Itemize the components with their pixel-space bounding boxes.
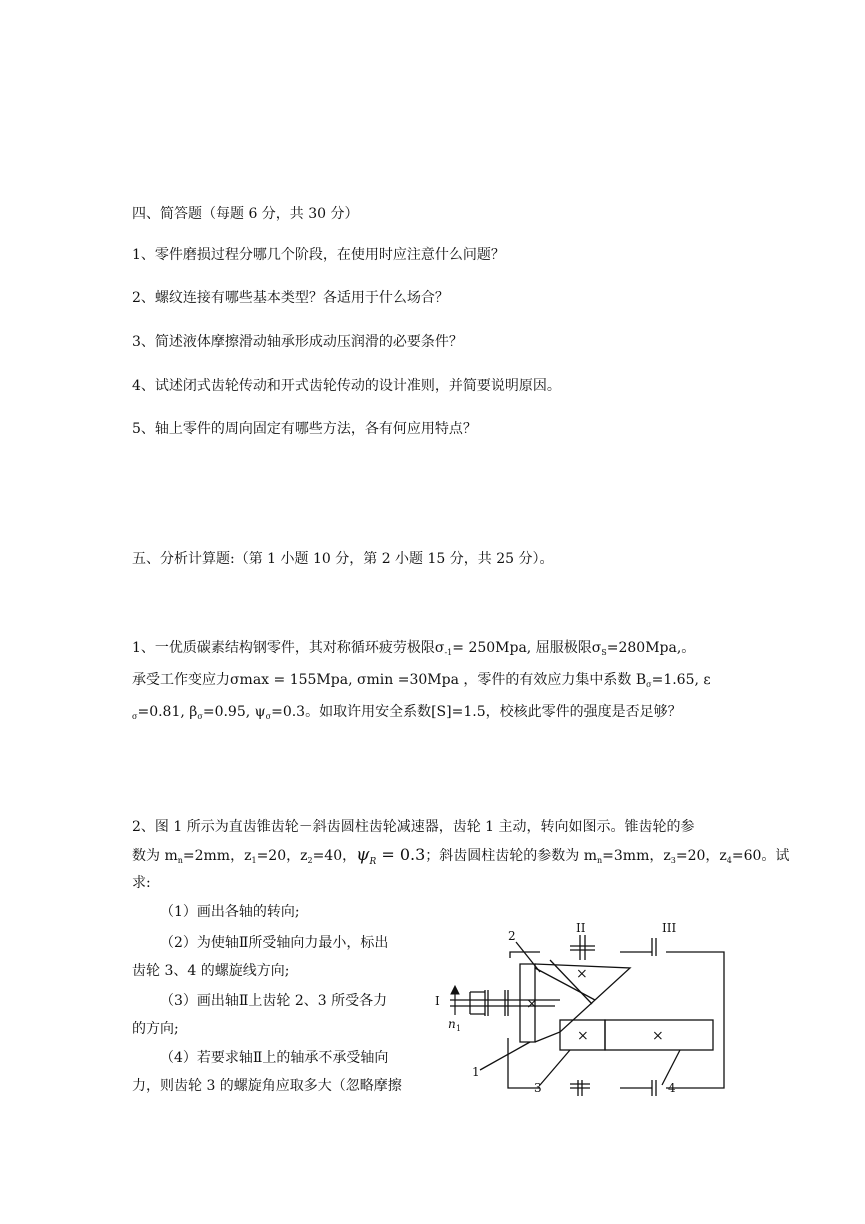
psi-value: = 0.3 [376,845,426,864]
section4-title: 四、简答题（每题 6 分，共 30 分） [132,206,359,222]
text: =20，z [675,848,727,864]
sub: σ [197,712,203,721]
sub: 4 [726,856,732,865]
question-4-3: 3、简述液体摩擦滑动轴承形成动压润滑的必要条件？ [132,334,463,350]
task-1: （1）画出各轴的转向; [160,904,300,920]
q5-1-line3 [132,703,682,726]
task-3-cont: 的方向; [132,1021,179,1037]
cross-gear-4: × [652,1028,664,1044]
text: =20，z [256,848,308,864]
label-gear-1: 1 [472,1065,480,1079]
task-3: （3）画出轴Ⅱ上齿轮 2、3 所受各力 [160,993,388,1009]
label-shaft-2: II [576,921,586,935]
text: =2mm，z [182,848,252,864]
question-4-2: 2、螺纹连接有哪些基本类型？各适用于什么场合？ [132,290,449,306]
text: 承受工作变应力σmax = 155Mpa, σmin =30Mpa ，零件的有效应力集中系数 B [132,672,647,688]
label-gear-3: 3 [534,1081,542,1095]
text: =0.81, β [137,704,198,720]
q5-2-line2 [132,846,789,871]
sub: σ [132,712,138,721]
question-4-4: 4、试述闭式齿轮传动和开式齿轮传动的设计准则，并简要说明原因。 [132,378,561,394]
q5-2-line3: 求: [132,875,151,891]
label-shaft-1: I [435,994,440,1008]
gear-reducer-diagram [430,920,740,1105]
sub: 3 [670,856,676,865]
sub: S [601,648,607,657]
text: =280Mpa,。 [606,640,696,656]
text: =3mm，z [602,848,671,864]
psi-sub: R [369,857,377,867]
sub: σ [265,712,272,721]
text: =40， [312,848,357,864]
sub: -1 [444,648,453,657]
text: =0.3。如取许用安全系数[S]=1.5，校核此零件的强度是否足够？ [271,704,682,720]
label-n-sub: 1 [456,1024,462,1033]
task-4: （4）若要求轴Ⅱ上的轴承不承受轴向 [160,1050,389,1066]
psi-symbol: ψ [356,845,370,865]
text: 1、一优质碳素结构钢零件，其对称循环疲劳极限σ [132,640,445,656]
q5-1-line1 [132,639,695,662]
label-gear-4: 4 [668,1081,676,1095]
cross-gear-1: × [526,996,538,1012]
text: ；斜齿圆柱齿轮的参数为 m [425,848,598,864]
text: 数为 m [132,848,178,864]
section5-title: 五、分析计算题:（第 1 小题 10 分，第 2 小题 15 分，共 25 分）。 [132,551,554,567]
sub: σ [646,680,652,689]
label-n: n [448,1017,456,1031]
text: = 250Mpa, 屈服极限σ [452,640,602,656]
text: =0.95, ψ [202,704,266,720]
q5-1-line2 [132,671,711,694]
task-4-cont: 力，则齿轮 3 的螺旋角应取多大（忽略摩擦 [132,1078,402,1094]
label-gear-2: 2 [508,929,516,943]
question-4-5: 5、轴上零件的周向固定有哪些方法，各有何应用特点？ [132,421,477,437]
sub: 2 [307,856,313,865]
label-shaft-3: III [662,921,677,935]
cross-gear-3: × [577,1028,589,1044]
text: =1.65, ε [651,672,711,688]
sub: n [597,856,603,865]
sub: 1 [251,856,257,865]
question-4-1: 1、零件磨损过程分哪几个阶段，在使用时应注意什么问题？ [132,247,505,263]
q5-2-line1: 2、图 1 所示为直齿锥齿轮－斜齿圆柱齿轮减速器，齿轮 1 主动，转向如图示。锥齿轮的参 [132,819,695,835]
task-2-cont: 齿轮 3、4 的螺旋线方向; [132,963,290,979]
sub: n [177,856,183,865]
cross-gear-2: × [576,966,588,982]
task-2: （2）为使轴Ⅱ所受轴向力最小，标出 [160,935,389,951]
text: =60。试 [731,848,790,864]
